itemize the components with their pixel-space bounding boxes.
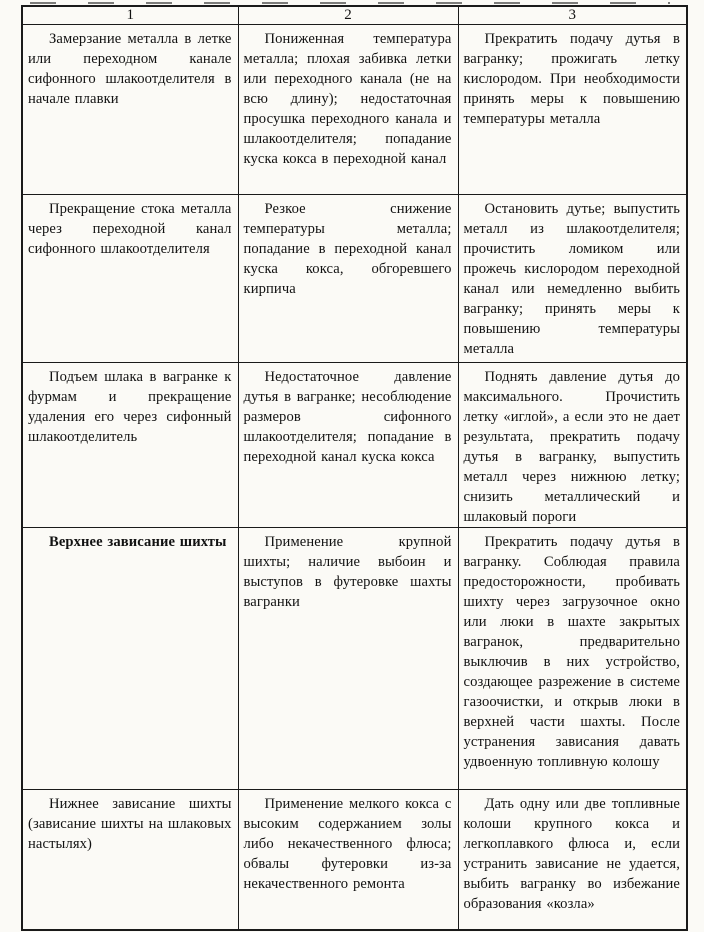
cause-cell-3: Недостаточное давление дутья в вагранке; несоблюдение размеров сифонного шлакоотделителя; попадание в переходной канал куска кокса	[238, 363, 458, 528]
fault-cell-1: Замерзание металла в летке или переходном канале сифонного шлакоотделителя в начале плавки	[22, 25, 238, 195]
fault-cell-4: Верхнее зависание шихты	[22, 528, 238, 790]
column-header-1: 1	[22, 6, 238, 25]
column-header-3: 3	[458, 6, 687, 25]
fault-cell-3: Подъем шлака в вагранке к фурмам и прекращение удаления его через сифонный шлакоотделитель	[22, 363, 238, 528]
cause-cell-1: Пониженная температура металла; плохая забивка летки или переходного канала (не на всю длину); недостаточная просушка переходного канала и шлакоотделителя; попадание куска кокса в переходной канал	[238, 25, 458, 195]
table-header-row	[22, 6, 687, 25]
table-row-2	[22, 195, 687, 363]
fault-cell-2: Прекращение стока металла через переходной канал сифонного шлакоотделителя	[22, 195, 238, 363]
cause-cell-5: Применение мелкого кокса с высоким содержанием золы либо некачественного флюса; обвалы футеровки из-за некачественного ремонта	[238, 790, 458, 930]
cause-cell-2: Резкое снижение температуры металла; попадание в переходной канал куска кокса, обгоревшего кирпича	[238, 195, 458, 363]
cause-cell-4: Применение крупной шихты; наличие выбоин и выступов в футеровке шахты вагранки	[238, 528, 458, 790]
fault-cell-5: Нижнее зависание шихты (зависание шихты на шлаковых настылях)	[22, 790, 238, 930]
column-header-2: 2	[238, 6, 458, 25]
table-row-4	[22, 528, 687, 790]
table-row-1	[22, 25, 687, 195]
remedy-cell-1: Прекратить подачу дутья в вагранку; прожигать летку кислородом. При необходимости принять меры к повышению температуры металла	[458, 25, 687, 195]
remedy-cell-4: Прекратить подачу дутья в вагранку. Соблюдая правила предосторожности, пробивать шихту через загрузочное окно или люки в шахте закрытых вагранок, предварительно выключив в них устройство, создающее разрежение в системе газоочистки, и открыв люки в верхней части шахты. После устранения зависания давать удвоенную топливную колошу	[458, 528, 687, 790]
fault-table	[21, 5, 688, 931]
remedy-cell-2: Остановить дутье; выпустить металл из шлакоотделителя; прочистить ломиком или прожечь кислородом переходной канал или немедленно выбить вагранку; принять меры к повышению температуры металла	[458, 195, 687, 363]
table-row-3	[22, 363, 687, 528]
table-row-5	[22, 790, 687, 930]
remedy-cell-3: Поднять давление дутья до максимального. Прочистить летку «иглой», а если это не дает результата, прекратить подачу дутья в вагранку, выпустить металл через нижнюю летку; снизить металлический и шлаковый пороги	[458, 363, 687, 528]
scan-artifact-line	[30, 2, 670, 4]
remedy-cell-5: Дать одну или две топливные колоши крупного кокса и легкоплавкого флюса и, если устранить зависание не удается, выбить вагранку во избежание образования «козла»	[458, 790, 687, 930]
